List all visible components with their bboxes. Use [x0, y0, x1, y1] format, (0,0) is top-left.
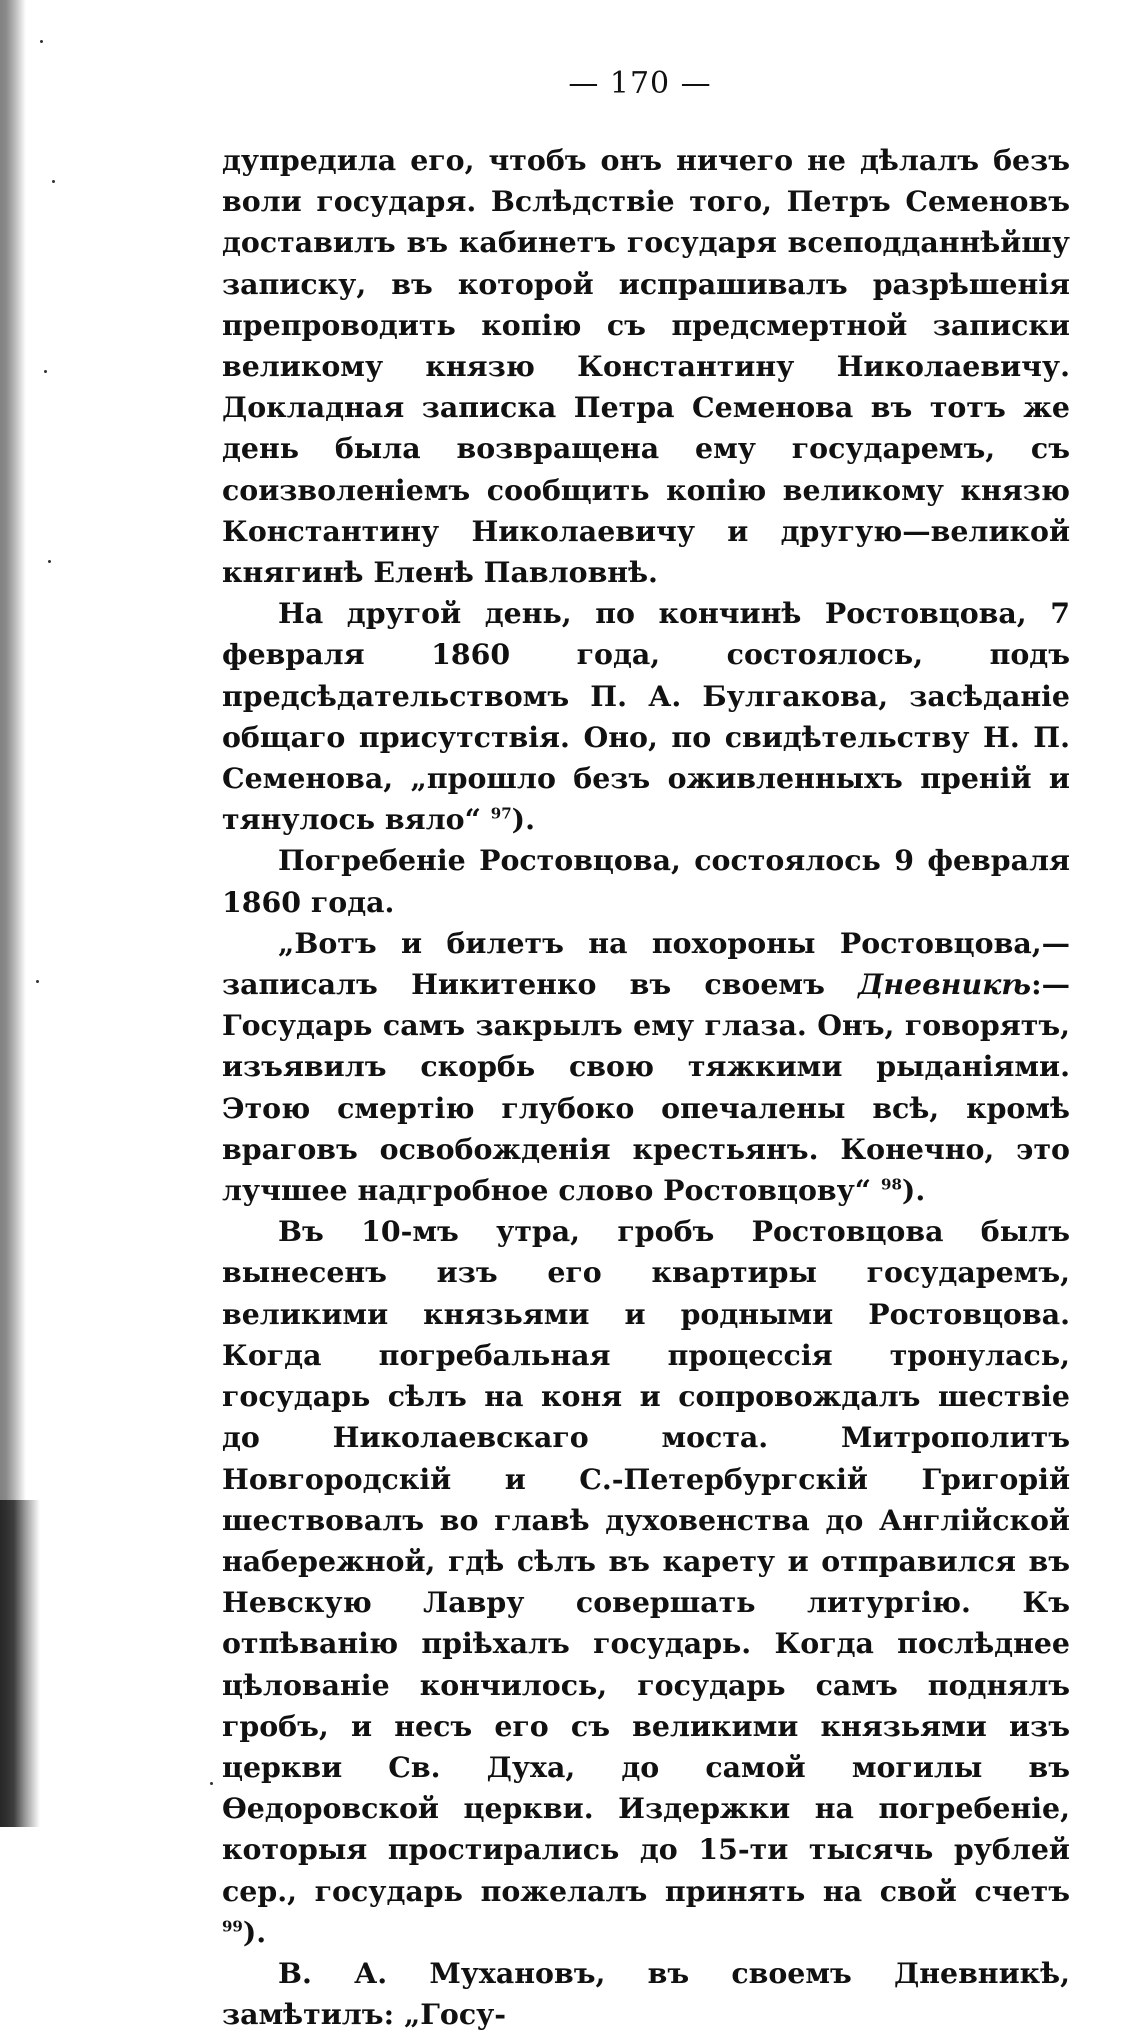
paragraph-p1 [222, 140, 1070, 593]
footnote-reference: 98 [881, 1175, 902, 1194]
scan-speck [36, 980, 39, 983]
paragraph-text: На другой день, по кончинѣ Ростовцова, 7 февраля 1860 года, состоялось, подъ предсѣдательствомъ П. А. Булгакова, засѣданіе общаго присутствія. Оно, по свидѣтельству Н. П. Семенова, „прошло безъ оживленныхъ преній и тянулось вяло“ [222, 596, 1070, 837]
paragraph-text: В. А. Мухановъ, въ своемъ Дневникѣ, замѣтилъ: „Госу- [222, 1955, 1070, 2032]
paragraph-text: ). [511, 802, 535, 837]
scan-binding-shadow-bottom [0, 1500, 150, 1827]
paragraph-text: „Вотъ и билетъ на похороны Ростовцова,—записалъ Никитенко въ своемъ [222, 925, 1070, 1002]
paragraph-p3 [222, 840, 1070, 922]
scan-speck [210, 1782, 213, 1785]
page-number: — 170 — [568, 66, 712, 101]
scan-speck [44, 370, 47, 373]
paragraph-text: ). [901, 1173, 926, 1208]
paragraph-p6 [222, 1953, 1070, 2035]
paragraph-text: Погребеніе Ростовцова, состоялось 9 февраля 1860 года. [222, 843, 1070, 919]
footnote-reference: 99 [222, 1917, 243, 1936]
scan-speck [52, 180, 55, 183]
footnote-reference: 97 [490, 804, 512, 823]
scan-speck [48, 560, 51, 563]
paragraph-text: Въ 10-мъ утра, гробъ Ростовцова былъ вынесенъ изъ его квартиры государемъ, великими князьями и родными Ростовцова. Когда погребальная процессія тронулась, государь сѣлъ на коня и сопровождалъ шествіе до Николаевскаго моста. Митрополитъ Новгородскій и С.-Петербургскій Григорій шествовалъ во главѣ духовенства до Англійской набережной, гдѣ сѣлъ въ карету и отправился въ Невскую Лавру совершать литургію. Къ отпѣванію пріѣхалъ государь. Когда послѣднее цѣлованіе кончилось, государь самъ поднялъ гробъ, и несъ его съ великими князьями изъ церкви Св. Духа, до самой могилы въ Ѳедоровской церкви. Издержки на погребеніе, которыя простирались до 15-ти тысячь рублей сер., государь пожелалъ принять на свой счетъ [222, 1214, 1070, 1908]
paragraph-text: дупредила его, чтобъ онъ ничего не дѣлалъ безъ воли государя. Вслѣдствіе того, Петръ Семеновъ доставилъ въ кабинетъ государя всеподданнѣйшу записку, въ которой испрашивалъ разрѣшенія препроводить копію съ предсмертной записки великому князю Константину Николаевичу. Докладная записка Петра Семенова въ тотъ же день была возвращена ему государемъ, съ соизволеніемъ сообщить копію великому князю Константину Николаевичу и другую—великой княгинѣ Еленѣ Павловнѣ. [222, 143, 1070, 590]
paragraph-p2 [222, 593, 1070, 840]
scan-speck [40, 40, 43, 43]
paragraph-p5 [222, 1211, 1070, 1953]
paragraph-text: :—Государь самъ закрылъ ему глаза. Онъ, говорятъ, изъявилъ скорбь свою тяжкими рыданіями. Этою смертію глубоко опечалены всѣ, кромѣ враговъ освобожденія крестьянъ. Конечно, это лучшее надгробное слово Ростовцову“ [222, 967, 1070, 1208]
body-text [222, 140, 1070, 2035]
emphasized-text: Дневникѣ [858, 967, 1032, 1002]
paragraph-p4 [222, 923, 1070, 1211]
paragraph-text: ). [242, 1914, 267, 1949]
